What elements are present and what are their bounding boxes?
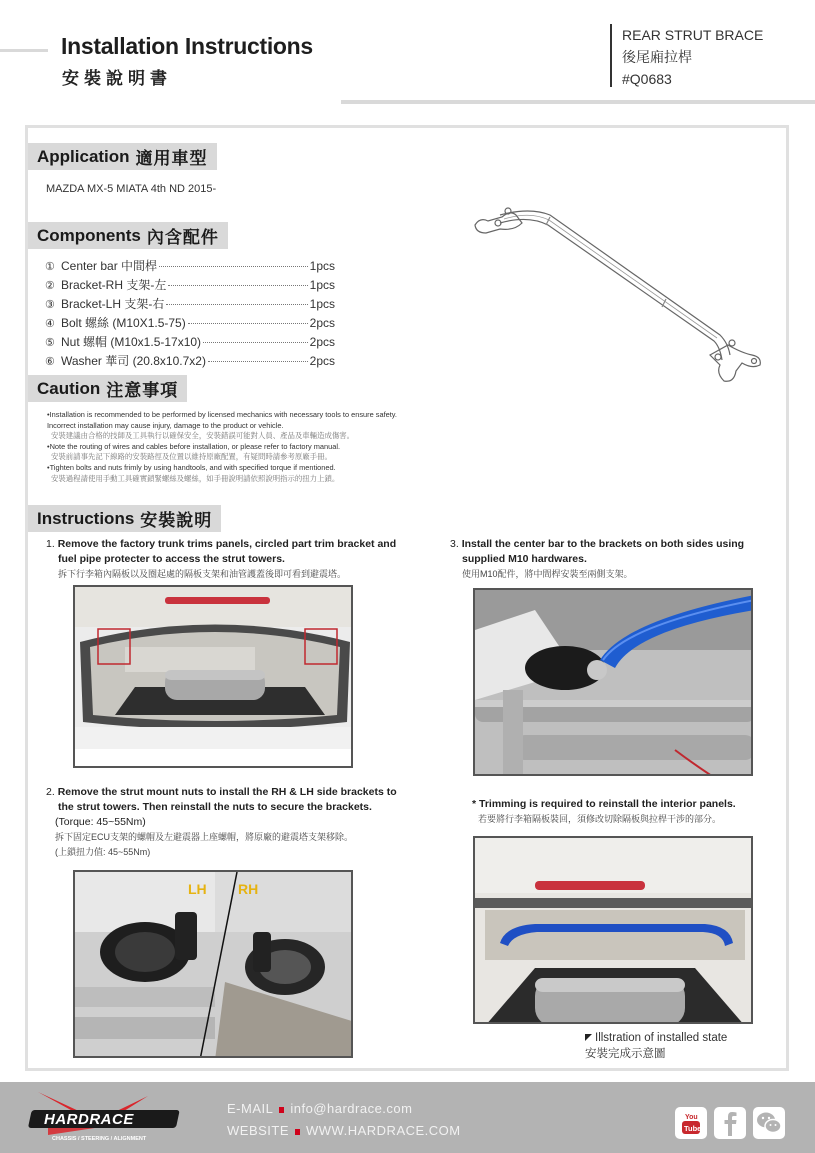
leader-dots bbox=[166, 304, 307, 305]
caution-item-zh: 安裝建議由合格的技師及工具執行以確保安全，安裝錯誤可能對人員、產品及車輛造成傷害。 bbox=[51, 431, 355, 441]
caution-item-zh: 安裝前請事先記下線路的安裝路徑及位置以維持原廠配置，有疑問時請參考原廠手冊。 bbox=[51, 452, 332, 462]
product-name-zh: 後尾廂拉桿 bbox=[622, 49, 692, 65]
leader-dots bbox=[168, 285, 307, 286]
heading-en: Caution bbox=[37, 378, 101, 398]
photo-label-lh: LH bbox=[188, 881, 207, 897]
torque-spec: (Torque: 45~55Nm) bbox=[55, 816, 146, 828]
step-text-zh: 拆下行李箱內隔板以及圈起處的隔板支架和油管護蓋後即可看到避震塔。 bbox=[58, 569, 347, 579]
product-info bbox=[622, 24, 763, 90]
part-number: #Q0683 bbox=[622, 71, 672, 87]
page-title: Installation Instructions bbox=[61, 33, 313, 59]
trimming-note bbox=[472, 797, 792, 827]
contact-info bbox=[227, 1098, 461, 1142]
components-list bbox=[45, 257, 335, 371]
photo-strut-brackets bbox=[73, 870, 353, 1058]
email-label: E-MAIL bbox=[227, 1101, 274, 1116]
step-2 bbox=[46, 785, 431, 860]
item-qty: 1pcs bbox=[309, 297, 335, 311]
heading-zh: 內含配件 bbox=[146, 228, 219, 248]
section-heading-components bbox=[28, 222, 228, 249]
item-qty: 1pcs bbox=[309, 278, 335, 292]
svg-text:You: You bbox=[685, 1114, 698, 1121]
caution-item-en: •Note the routing of wires and cables before installation, or please refer to factory manual. bbox=[47, 441, 341, 451]
website-link[interactable]: WWW.HARDRACE.COM bbox=[306, 1123, 461, 1138]
step-text: supplied M10 hardwares. bbox=[462, 553, 587, 565]
installed-caption bbox=[585, 1030, 727, 1062]
heading-zh: 適用車型 bbox=[135, 149, 208, 169]
item-name: Washer 華司 (20.8x10.7x2) bbox=[61, 354, 206, 368]
email-link[interactable]: info@hardrace.com bbox=[290, 1101, 413, 1116]
caution-list bbox=[47, 410, 417, 484]
item-number: ② bbox=[45, 280, 55, 292]
item-number: ⑤ bbox=[45, 337, 55, 349]
brand-tagline: CHASSIS / STEERING / ALIGNMENT bbox=[52, 1136, 147, 1142]
component-item bbox=[45, 352, 335, 371]
bullet-square-icon bbox=[295, 1129, 300, 1135]
caution-item-zh: 安裝過程請使用手動工具確實鎖緊螺絲及螺絲，如手冊說明請依照說明指示的扭力上鎖。 bbox=[51, 473, 340, 483]
item-name: Bracket-LH 支架-右 bbox=[61, 297, 165, 311]
item-qty: 2pcs bbox=[309, 316, 335, 330]
component-item bbox=[45, 257, 335, 276]
heading-en: Instructions bbox=[37, 508, 135, 528]
leader-dots bbox=[159, 266, 308, 267]
brand-name: HARDRACE bbox=[44, 1111, 134, 1128]
product-name: REAR STRUT BRACE bbox=[622, 27, 764, 43]
step-1 bbox=[46, 537, 426, 582]
website-label: WEBSITE bbox=[227, 1123, 290, 1138]
step-number: 2. bbox=[46, 786, 55, 798]
torque-spec-zh: (上鎖扭力值: 45~55Nm) bbox=[55, 847, 151, 857]
item-name: Bracket-RH 支架-左 bbox=[61, 278, 167, 292]
caption-marker-icon bbox=[585, 1034, 592, 1041]
heading-zh: 注意事項 bbox=[106, 381, 179, 401]
item-qty: 1pcs bbox=[309, 259, 335, 273]
wechat-icon[interactable] bbox=[753, 1107, 785, 1139]
bullet-square-icon bbox=[279, 1107, 284, 1113]
section-heading-application bbox=[28, 143, 217, 170]
item-name: Center bar 中間桿 bbox=[61, 259, 158, 273]
vehicle-application: MAZDA MX-5 MIATA 4th ND 2015- bbox=[46, 183, 217, 195]
youtube-icon[interactable] bbox=[675, 1107, 707, 1139]
step-text-zh: 拆下固定ECU支架的螺帽及左避震器上座螺帽，將原廠的避震塔支架移除。 bbox=[55, 832, 354, 842]
item-name: Nut 螺帽 (M10x1.5-17x10) bbox=[61, 335, 202, 349]
caption-en: Illstration of installed state bbox=[595, 1032, 728, 1044]
step-text: the strut towers. Then reinstall the nuts to secure the brackets. bbox=[58, 801, 372, 813]
note-en: * Trimming is required to reinstall the interior panels. bbox=[472, 798, 736, 810]
heading-en: Application bbox=[37, 146, 130, 166]
photo-label-rh: RH bbox=[238, 881, 259, 897]
item-number: ⑥ bbox=[45, 356, 55, 368]
caution-item-en: •Tighten bolts and nuts frimly by using handtools, and with specified torque if mentioned. bbox=[47, 462, 336, 472]
component-item bbox=[45, 314, 335, 333]
heading-zh: 安裝說明 bbox=[140, 511, 213, 531]
note-zh: 若要將行李箱隔板裝回，須修改切除隔板與拉桿干涉的部分。 bbox=[478, 814, 722, 824]
page-subtitle-zh: 安裝說明書 bbox=[62, 69, 172, 89]
item-name: Bolt 螺絲 (M10X1.5-75) bbox=[61, 316, 186, 330]
hardrace-logo[interactable] bbox=[28, 1090, 188, 1145]
step-number: 1. bbox=[46, 538, 55, 550]
step-text: Install the center bar to the brackets on both sides using bbox=[461, 538, 745, 550]
heading-en: Components bbox=[37, 225, 141, 245]
component-item bbox=[45, 276, 335, 295]
caution-item-en: •Installation is recommended to be performed by licensed mechanics with necessary tools to ensure safety. Incorrect installation may cause injury, damage to the product or vehicle. bbox=[47, 410, 397, 430]
item-number: ③ bbox=[45, 299, 55, 311]
step-3 bbox=[450, 537, 780, 582]
photo-trunk-open bbox=[73, 585, 353, 768]
section-heading-instructions bbox=[28, 505, 221, 532]
header-bottom-rule bbox=[341, 100, 815, 104]
step-text: fuel pipe protecter to access the strut towers. bbox=[58, 553, 285, 565]
step-text: Remove the strut mount nuts to install the RH & LH side brackets to bbox=[57, 786, 397, 798]
section-heading-caution bbox=[28, 375, 187, 402]
step-number: 3. bbox=[450, 538, 459, 550]
leader-dots bbox=[208, 361, 308, 362]
component-item bbox=[45, 295, 335, 314]
footer bbox=[0, 1082, 815, 1153]
item-number: ④ bbox=[45, 318, 55, 330]
item-qty: 2pcs bbox=[309, 354, 335, 368]
facebook-icon[interactable] bbox=[714, 1107, 746, 1139]
leader-dots bbox=[188, 323, 308, 324]
header-left-rule bbox=[0, 49, 48, 52]
item-qty: 2pcs bbox=[309, 335, 335, 349]
photo-center-bar-install bbox=[473, 588, 753, 776]
step-text-zh: 使用M10配件，將中間桿安裝至兩側支架。 bbox=[462, 569, 633, 579]
caption-zh: 安裝完成示意圖 bbox=[585, 1048, 666, 1060]
strut-brace-drawing bbox=[470, 195, 780, 390]
photo-installed-state bbox=[473, 836, 753, 1024]
step-text: Remove the factory trunk trims panels, circled part trim bracket and bbox=[57, 538, 397, 550]
component-item bbox=[45, 333, 335, 352]
svg-text:Tube: Tube bbox=[684, 1124, 702, 1133]
item-number: ① bbox=[45, 261, 55, 273]
header-divider bbox=[610, 24, 612, 87]
leader-dots bbox=[203, 342, 308, 343]
